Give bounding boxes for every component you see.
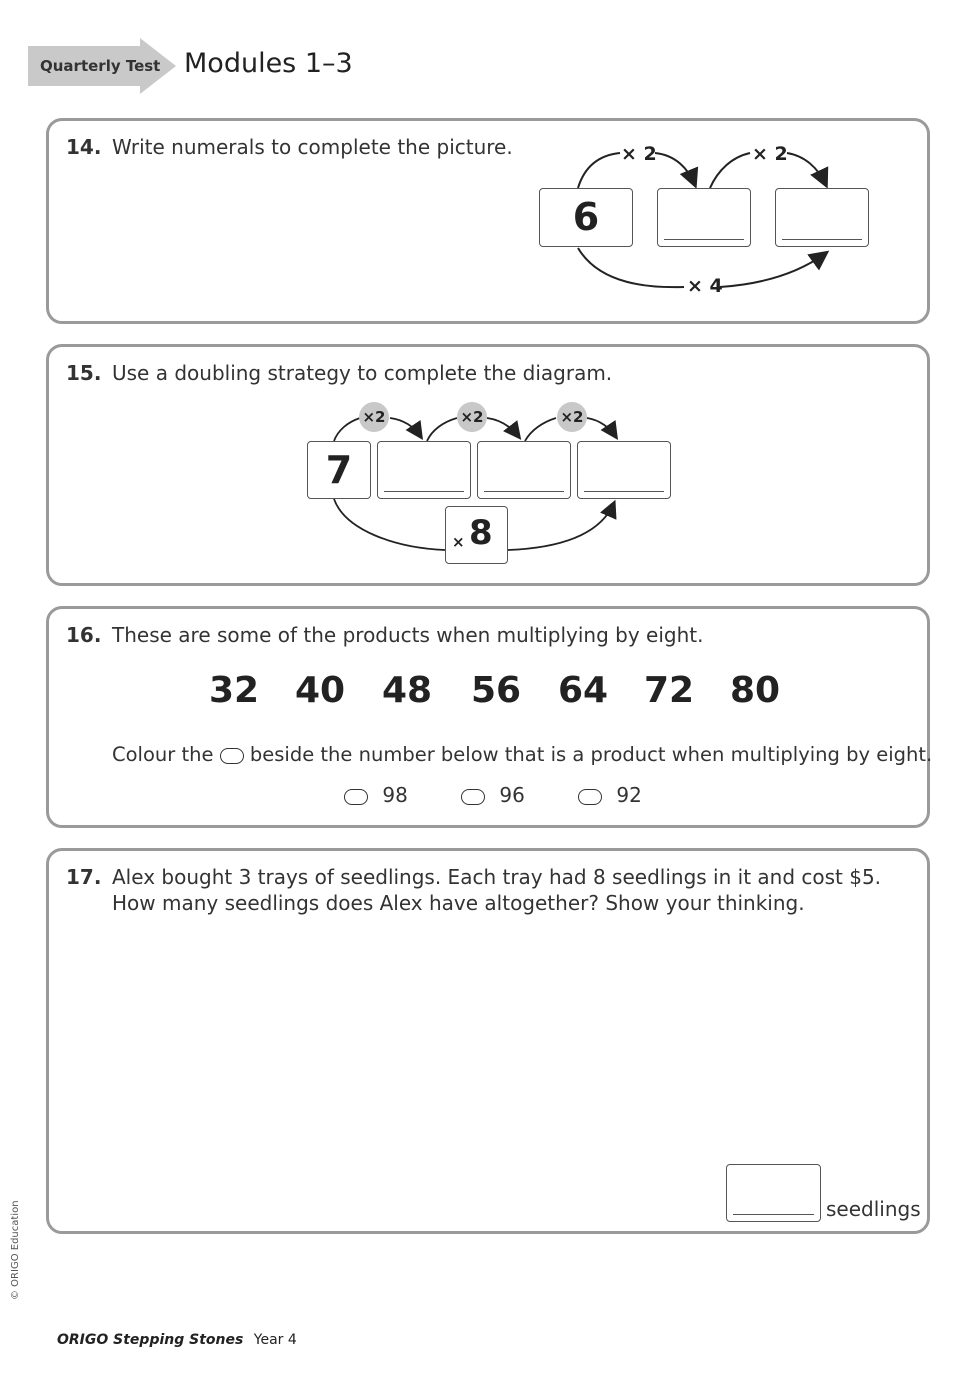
quarterly-test-tag: Quarterly Test: [40, 57, 161, 75]
product-number: 72: [644, 670, 695, 711]
q15-start-value: 7: [325, 448, 353, 492]
footer-brand: ORIGO Stepping Stones: [57, 1332, 244, 1348]
instruction-before: Colour the: [112, 743, 214, 766]
q14-arrow-label-bottom: × 4: [687, 275, 723, 297]
footer: [57, 1332, 297, 1348]
option-label: 98: [382, 783, 408, 807]
instruction-after: beside the number below that is a product when multiplying by eight.: [249, 743, 933, 766]
product-number: 56: [471, 670, 522, 711]
question-14-number: 14.: [66, 135, 102, 159]
product-number: 32: [209, 670, 260, 711]
question-16-text: These are some of the products when multiplying by eight.: [112, 623, 704, 647]
oval-bubble-icon[interactable]: [461, 789, 485, 805]
q15-step-label-3: ×2: [557, 402, 587, 432]
q15-answer-box-3[interactable]: [577, 441, 671, 499]
q15-step-label-2: ×2: [457, 402, 487, 432]
oval-bubble-icon[interactable]: [578, 789, 602, 805]
q15-answer-box-2[interactable]: [477, 441, 571, 499]
copyright-text: © ORIGO Education: [10, 1200, 21, 1300]
question-15-text: Use a doubling strategy to complete the diagram.: [112, 361, 613, 385]
q15-step-label-1: ×2: [359, 402, 389, 432]
q14-start-value: 6: [572, 195, 600, 239]
product-number: 40: [295, 670, 346, 711]
q14-arrow-label-top-1: × 2: [621, 143, 657, 165]
q14-arrow-label-top-2: × 2: [752, 143, 788, 165]
question-17-line-1: Alex bought 3 trays of seedlings. Each tray had 8 seedlings in it and cost $5.: [112, 865, 882, 889]
question-17-number: 17.: [66, 865, 102, 889]
option-98[interactable]: [344, 783, 408, 807]
q15-multiplier-box: [445, 506, 508, 564]
q15-answer-box-1[interactable]: [377, 441, 471, 499]
option-label: 92: [616, 783, 642, 807]
footer-level: Year 4: [253, 1332, 297, 1348]
question-17-line-2: How many seedlings does Alex have altogether? Show your thinking.: [112, 891, 805, 915]
option-label: 96: [499, 783, 525, 807]
question-16-number: 16.: [66, 623, 102, 647]
product-number: 64: [558, 670, 609, 711]
option-96[interactable]: [461, 783, 525, 807]
question-14-text: Write numerals to complete the picture.: [112, 135, 513, 159]
product-number: 48: [382, 670, 433, 711]
q17-answer-box[interactable]: [726, 1164, 821, 1222]
q15-multiplier-value: 8: [469, 513, 493, 553]
question-16-instruction: [112, 743, 932, 766]
option-92[interactable]: [578, 783, 642, 807]
q15-multiplier-symbol: ×: [452, 533, 465, 551]
product-number: 80: [730, 670, 781, 711]
oval-icon: [220, 748, 244, 764]
page-title: Modules 1–3: [184, 48, 353, 79]
question-15-number: 15.: [66, 361, 102, 385]
q17-answer-unit: seedlings: [826, 1197, 921, 1221]
q15-start-box: [307, 441, 371, 499]
oval-bubble-icon[interactable]: [344, 789, 368, 805]
